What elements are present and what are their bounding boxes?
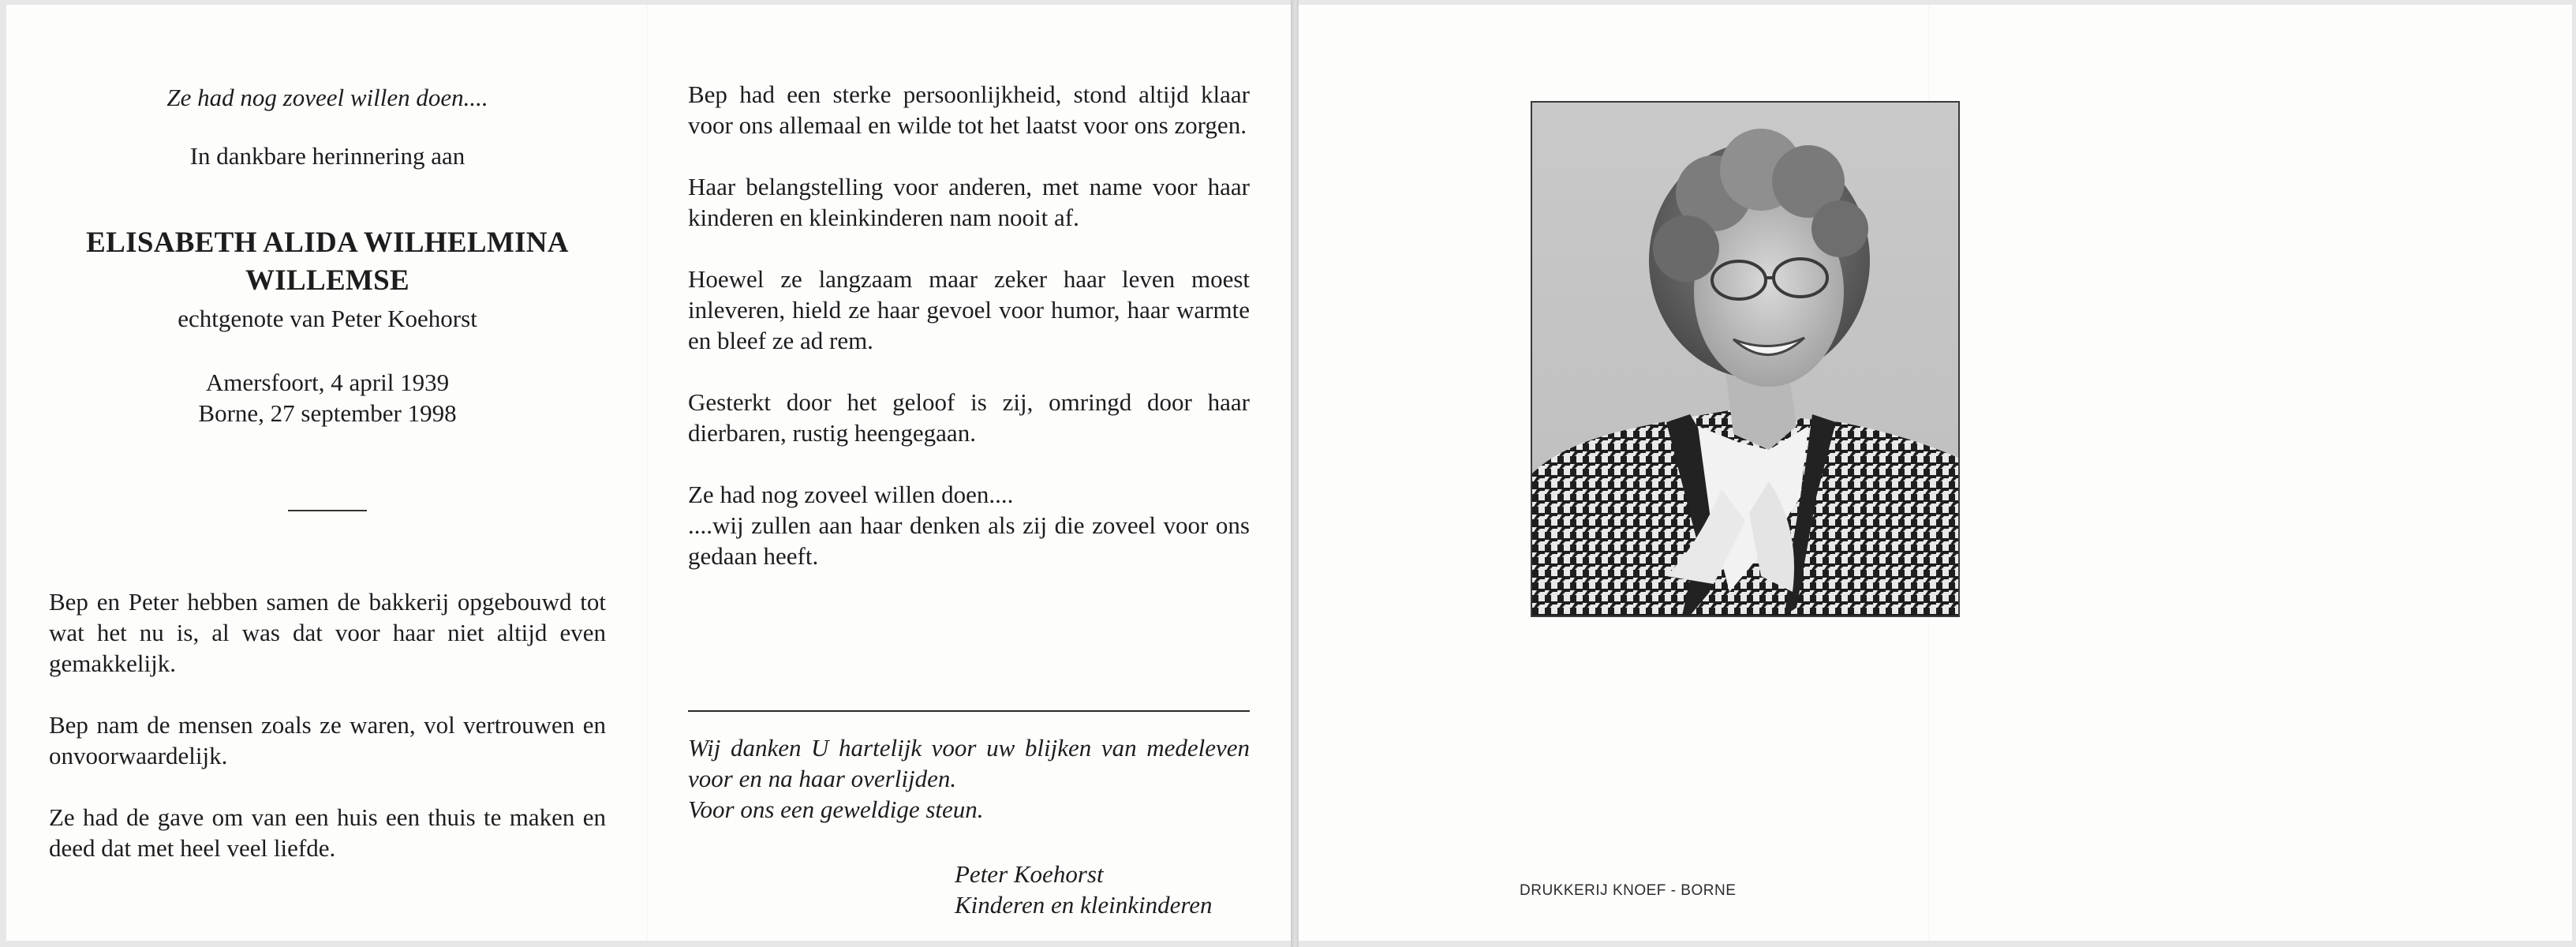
- name-line-2: WILLEMSE: [245, 264, 409, 297]
- inner-fold: [647, 5, 649, 941]
- thanks-block: [688, 732, 1250, 825]
- portrait-illustration: [1532, 103, 1958, 616]
- deceased-name: [49, 224, 606, 300]
- paragraph: Bep en Peter hebben samen de bakkerij opgebouwd tot wat het nu is, al was dat voor haar niet altijd even gemakkelijk.: [49, 588, 606, 677]
- paragraph: Hoewel ze langzaam maar zeker haar leven moest inleveren, hield ze haar gevoel voor humor, haar warmte en bleef ze ad rem.: [688, 265, 1250, 354]
- signature: [955, 859, 1254, 920]
- signature-line-2: Kinderen en kleinkinderen: [955, 891, 1213, 919]
- closing-line-2: ....wij zullen aan haar denken als zij die zoveel voor ons gedaan heeft.: [688, 511, 1250, 570]
- paragraph: Haar belangstelling voor anderen, met name voor haar kinderen en kleinkinderen nam nooit af.: [688, 173, 1250, 231]
- death-line: Borne, 27 september 1998: [198, 399, 457, 427]
- left-page: [49, 79, 606, 894]
- paragraph: Ze had de gave om van een huis een thuis te maken en deed dat met heel veel liefde.: [49, 803, 606, 862]
- paragraph: Bep had een sterke persoonlijkheid, stond altijd klaar voor ons allemaal en wilde tot het laatst voor ons zorgen.: [688, 80, 1250, 139]
- signature-line-1: Peter Koehorst: [955, 860, 1104, 888]
- closing-line-1: Ze had nog zoveel willen doen....: [688, 481, 1014, 508]
- horizontal-rule: [688, 710, 1250, 712]
- sheet-gap: [1291, 0, 1299, 947]
- middle-page: [688, 79, 1250, 919]
- thanks-line-1: Wij danken U hartelijk voor uw blijken van medeleven voor en na haar overlijden.: [688, 734, 1250, 792]
- middle-paragraphs: [688, 79, 1250, 571]
- left-paragraphs: [49, 586, 606, 863]
- dates-block: [49, 367, 606, 429]
- printer-credit: DRUKKERIJ KNOEF - BORNE: [1520, 882, 1737, 899]
- birth-line: Amersfoort, 4 april 1939: [205, 369, 450, 396]
- thanks-line-2: Voor ons een geweldige steun.: [688, 795, 984, 823]
- paragraph: Gesterkt door het geloof is zij, omringd door haar dierbaren, rustig heengegaan.: [688, 388, 1250, 447]
- motto: Ze had nog zoveel willen doen....: [166, 84, 488, 111]
- spouse-line: echtgenote van Peter Koehorst: [178, 305, 477, 332]
- paragraph: Bep nam de mensen zoals ze waren, vol vertrouwen en onvoorwaardelijk.: [49, 711, 606, 769]
- intro-line: In dankbare herinnering aan: [189, 142, 465, 170]
- closing-paragraph: [688, 479, 1250, 571]
- name-line-1: ELISABETH ALIDA WILHELMINA: [86, 226, 569, 259]
- portrait-photo: [1531, 101, 1960, 617]
- divider: [288, 510, 367, 511]
